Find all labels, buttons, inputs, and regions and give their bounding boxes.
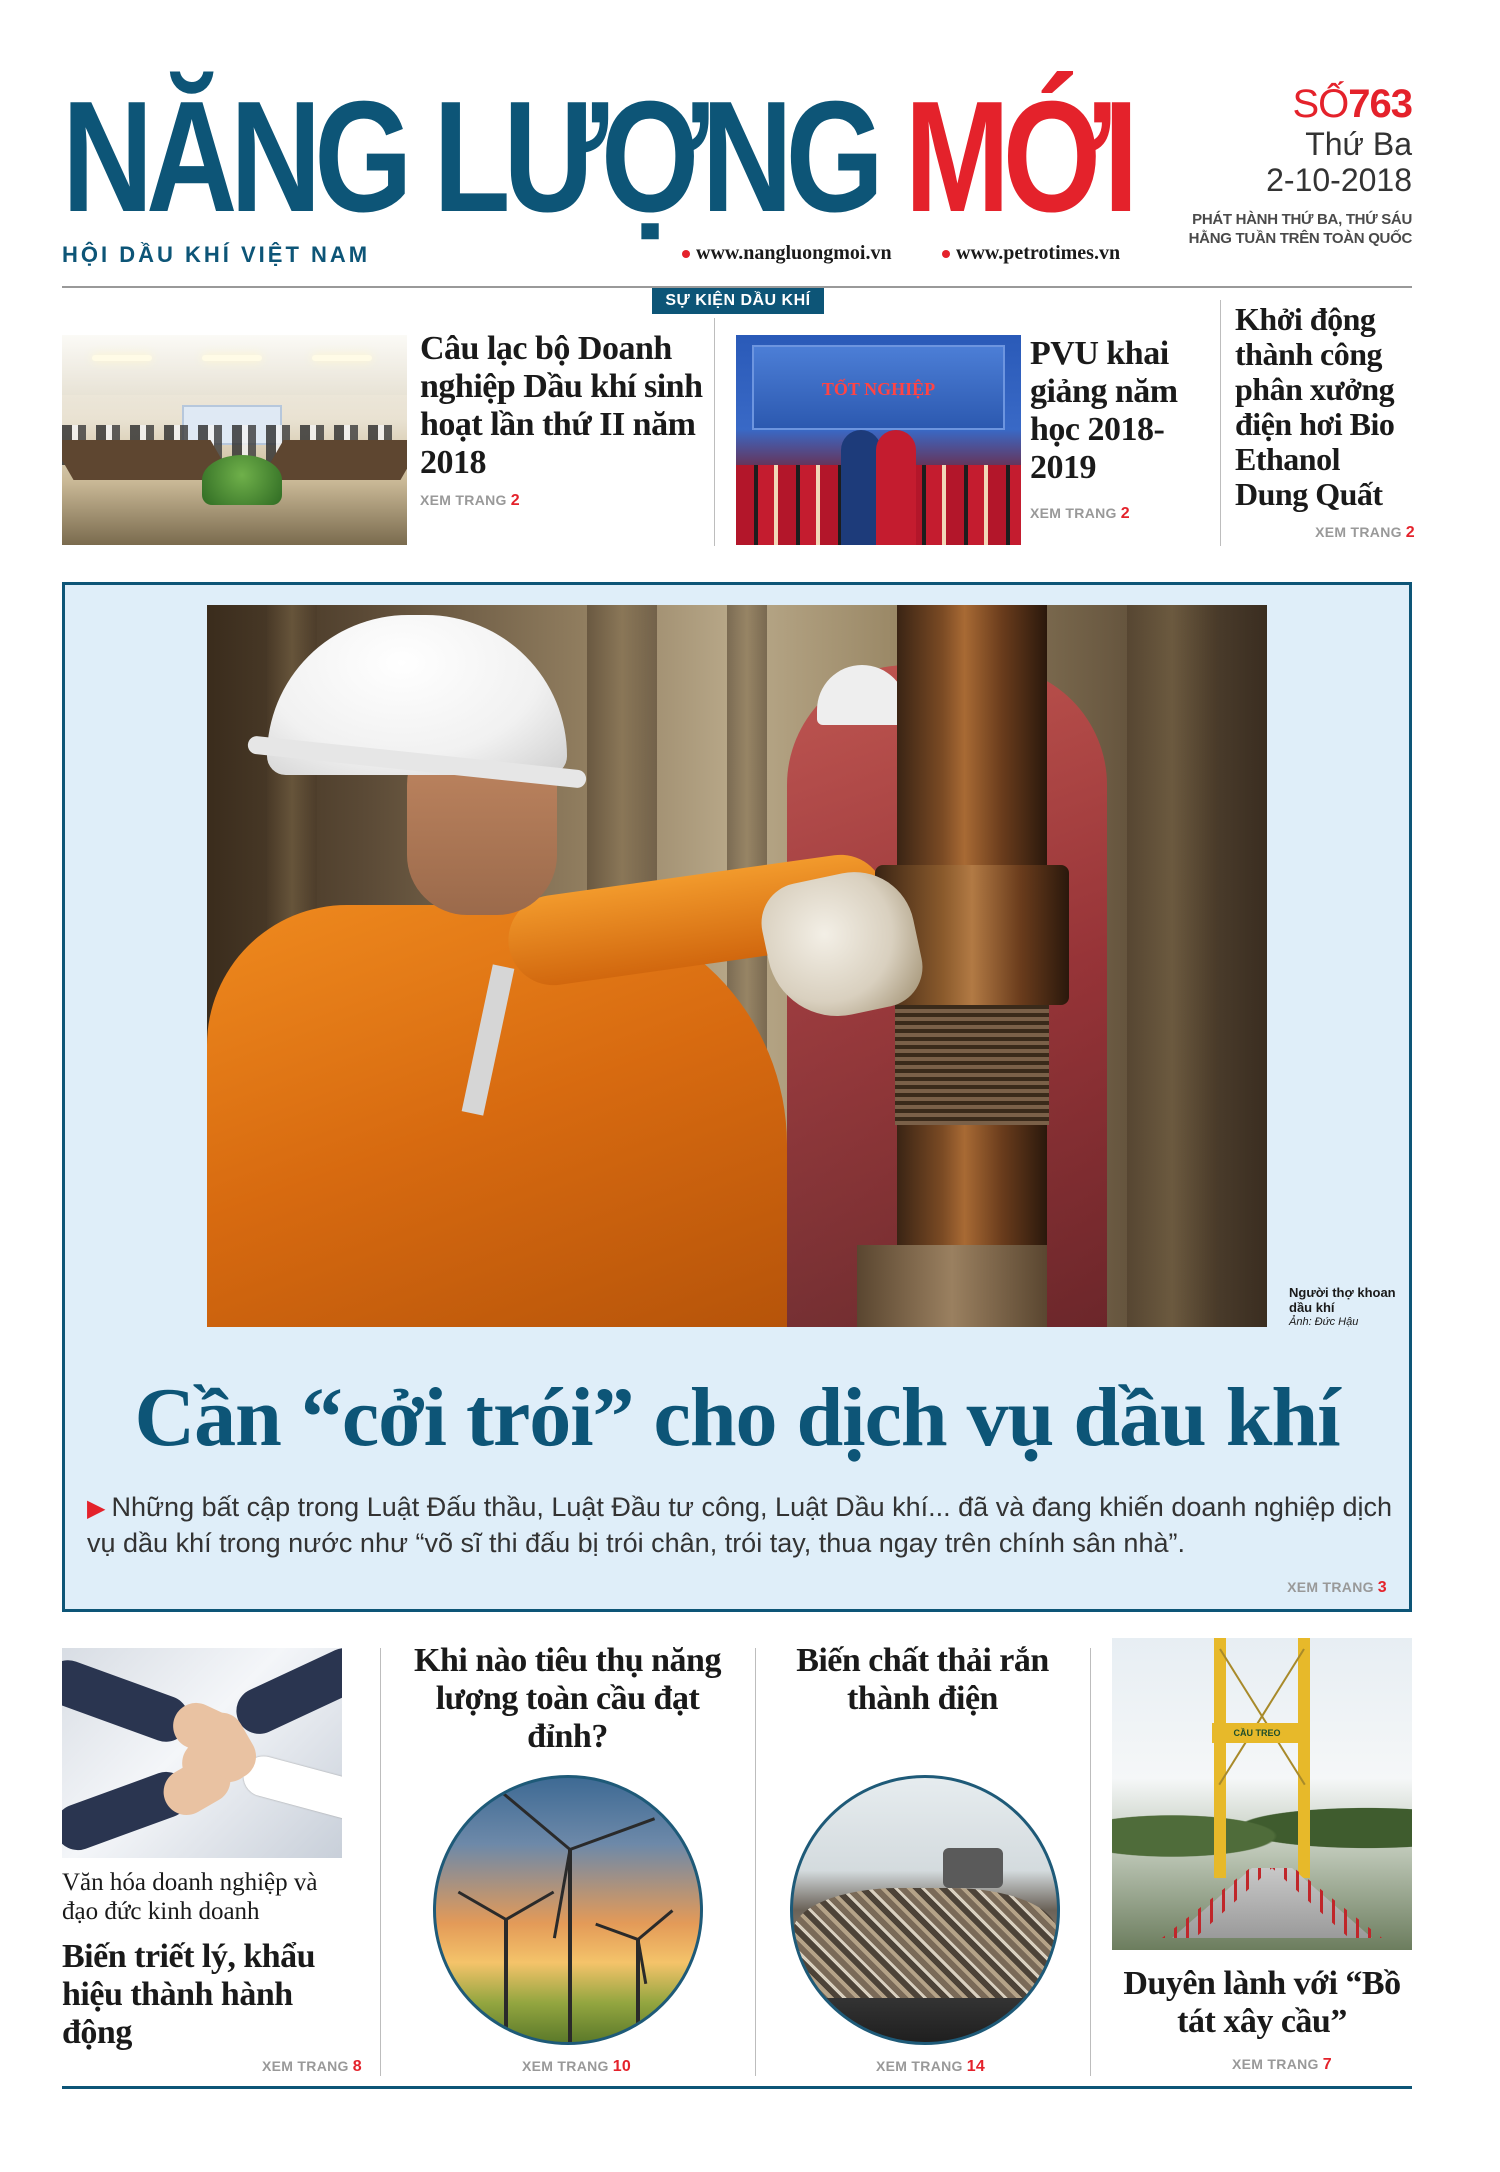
- issue-date: 2-10-2018: [1266, 162, 1412, 198]
- column-divider: [1090, 1648, 1091, 2076]
- see-page[interactable]: XEM TRANG 2: [1315, 524, 1415, 541]
- see-page[interactable]: XEM TRANG 7: [1232, 2056, 1332, 2073]
- footer-divider: [62, 2086, 1412, 2089]
- story-kicker: Văn hóa doanh nghiệp và đạo đức kinh doanh: [62, 1869, 318, 1925]
- column-divider: [755, 1648, 756, 2076]
- photo-caption: Người thợ khoan dầu khí Ảnh: Đức Hậu: [1289, 1285, 1396, 1328]
- story-photo-graduation[interactable]: TỐT NGHIỆP: [736, 335, 1021, 545]
- bottom-story-3-title[interactable]: Biến chất thải rắn thành điện: [796, 1642, 1049, 1717]
- bottom-story-1[interactable]: [62, 1868, 352, 2052]
- story-title[interactable]: Biến triết lý, khẩu hiệu thành hành động: [62, 1938, 316, 2051]
- story-photo-wind-turbines[interactable]: [433, 1775, 703, 2045]
- see-page[interactable]: XEM TRANG 2: [1030, 505, 1130, 522]
- story-photo-waste-pile[interactable]: [790, 1775, 1060, 2045]
- feature-photo-driller[interactable]: [207, 605, 1267, 1327]
- bullet-icon: [682, 250, 690, 258]
- see-page[interactable]: XEM TRANG 2: [420, 492, 520, 509]
- website-link-1[interactable]: www.nangluongmoi.vn: [682, 242, 892, 265]
- top-story-3[interactable]: [1235, 302, 1415, 542]
- see-page[interactable]: XEM TRANG 8: [262, 2058, 362, 2075]
- column-divider: [714, 318, 715, 546]
- issue-info: [1152, 82, 1412, 248]
- story-photo-bridge[interactable]: CẦU TREO: [1112, 1638, 1412, 1950]
- publish-note: PHÁT HÀNH THỨ BA, THỨ SÁU HẰNG TUẦN TRÊN TOÀN QUỐC: [1188, 211, 1412, 247]
- see-page[interactable]: XEM TRANG 10: [522, 2058, 632, 2075]
- story-title[interactable]: Khởi động thành công phân xưởng điện hơi Bio Ethanol Dung Quất: [1235, 301, 1395, 512]
- see-page[interactable]: XEM TRANG 14: [876, 2058, 986, 2075]
- column-divider: [380, 1648, 381, 2076]
- column-divider: [1220, 300, 1221, 546]
- feature-story: [62, 582, 1412, 1612]
- masthead: [62, 69, 1142, 267]
- see-page[interactable]: XEM TRANG 3: [1287, 1579, 1387, 1596]
- issue-weekday: Thứ Ba: [1305, 126, 1412, 162]
- publisher-name: HỘI DẦU KHÍ VIỆT NAM: [62, 242, 371, 267]
- feature-headline[interactable]: Cần “cởi trói” cho dịch vụ dầu khí: [134, 1371, 1340, 1464]
- top-story-1[interactable]: [420, 330, 710, 510]
- website-link-2[interactable]: www.petrotimes.vn: [942, 242, 1120, 265]
- story-title[interactable]: PVU khai giảng năm học 2018-2019: [1030, 335, 1178, 486]
- top-story-2[interactable]: [1030, 335, 1210, 523]
- issue-number: SỐ763: [1292, 82, 1412, 126]
- story-photo-meeting[interactable]: [62, 335, 407, 545]
- story-title[interactable]: Câu lạc bộ Doanh nghiệp Dầu khí sinh hoạt lần thứ II năm 2018: [420, 330, 703, 481]
- bullet-icon: [942, 250, 950, 258]
- bottom-story-4-title[interactable]: Duyên lành với “Bồ tát xây cầu”: [1123, 1965, 1401, 2040]
- story-photo-hands[interactable]: [62, 1648, 342, 1858]
- bottom-story-2-title[interactable]: Khi nào tiêu thụ năng lượng toàn cầu đạt đỉnh?: [414, 1642, 721, 1755]
- newspaper-title: NĂNG LƯỢNG MỚI: [62, 69, 1132, 245]
- section-label: SỰ KIỆN DẦU KHÍ: [652, 288, 824, 314]
- feature-lead: ▶ Những bất cập trong Luật Đấu thầu, Luật Đầu tư công, Luật Dầu khí... đã và đang khiến doanh nghiệp dịch vụ dầu khí trong nước như “võ sĩ thi đấu bị trói chân, trói tay, thua ngay trên chính sân nhà”.: [87, 1492, 1393, 1558]
- play-triangle-icon: ▶: [87, 1495, 106, 1522]
